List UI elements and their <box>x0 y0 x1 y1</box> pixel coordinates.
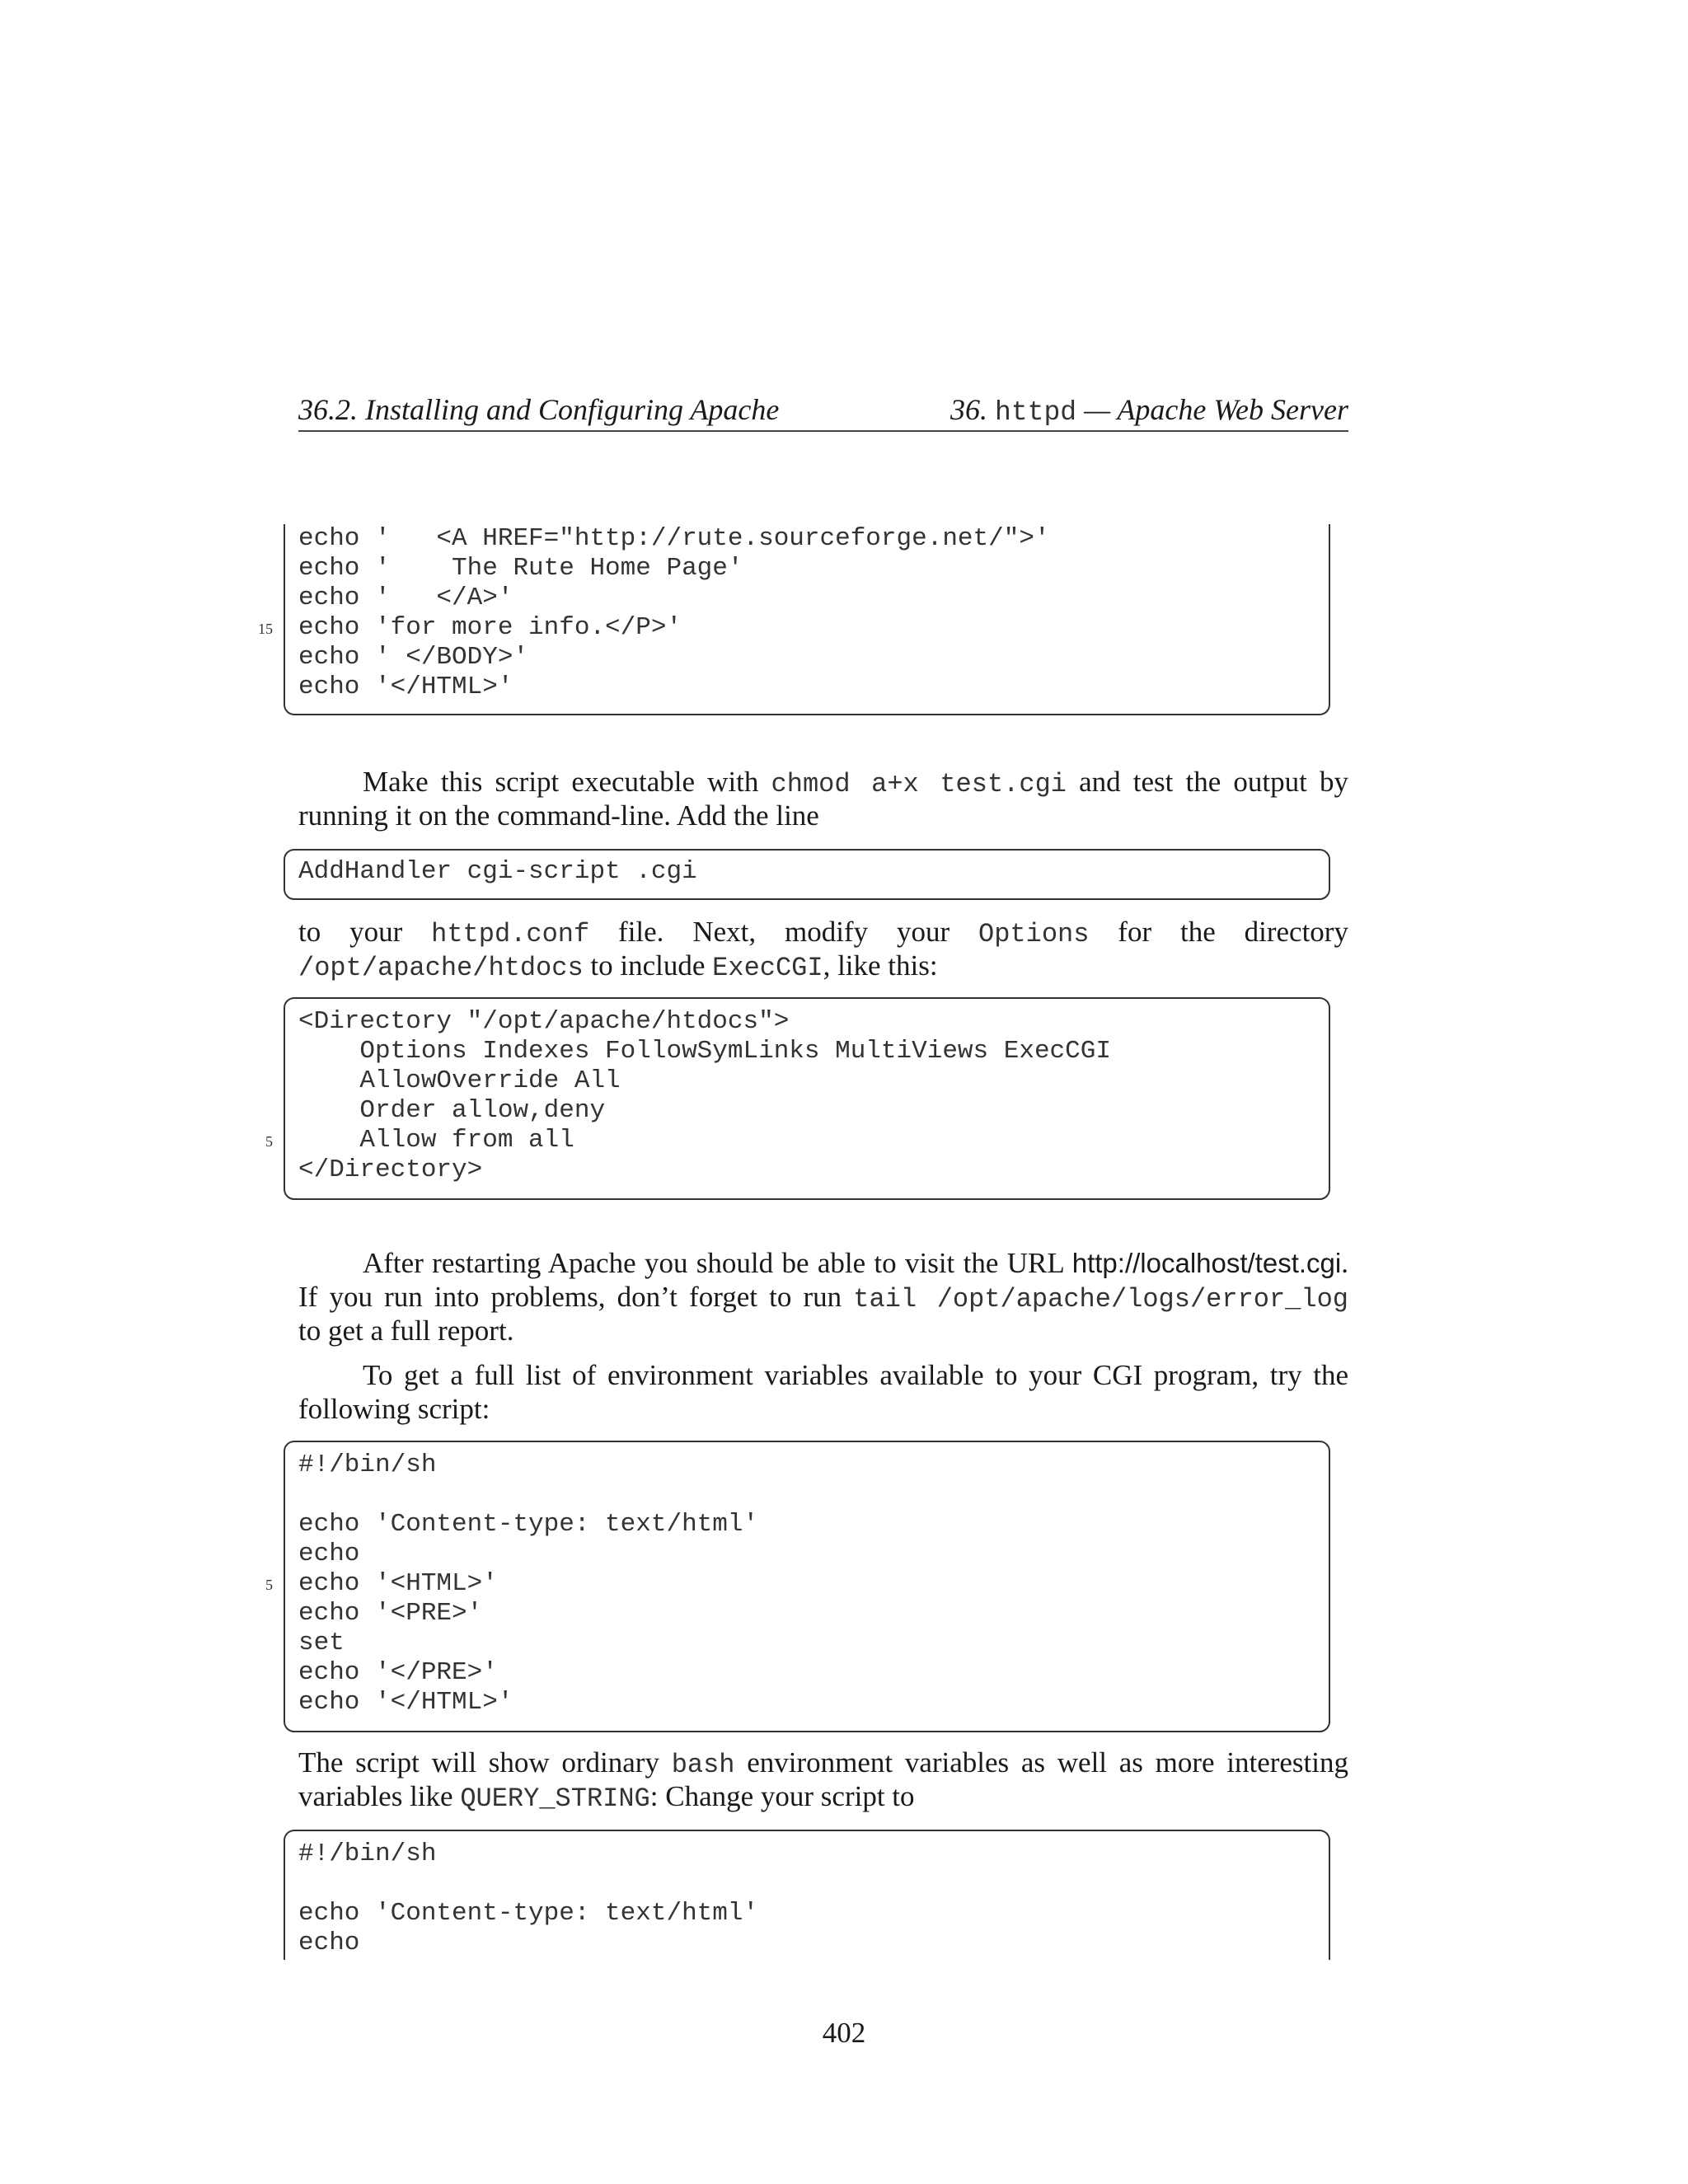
code-line: echo <box>298 1540 360 1568</box>
text: The script will show ordinary <box>298 1746 672 1779</box>
line-number: 5 <box>265 1133 273 1150</box>
text: After restarting Apache you should be able to visit the URL <box>363 1247 1072 1279</box>
code-line: </Directory> <box>298 1155 483 1184</box>
word: your <box>896 916 950 948</box>
code-line: echo '</PRE>' <box>298 1658 498 1687</box>
code-line: <Directory "/opt/apache/htdocs"> <box>298 1007 790 1036</box>
word: file. <box>618 916 664 948</box>
text: to include <box>583 949 713 982</box>
line-number: 15 <box>258 621 273 637</box>
code-listing-5 <box>284 1830 1330 1960</box>
running-header <box>298 391 1348 432</box>
code-line: AddHandler cgi-script .cgi <box>298 857 697 886</box>
text: environment variables as well as more interesting <box>734 1746 1348 1779</box>
text: : Change your script to <box>649 1780 915 1812</box>
paragraph-line <box>298 765 1348 801</box>
code-line: Order allow,deny <box>298 1096 606 1125</box>
word: to <box>298 916 321 948</box>
inline-code: chmod a+x test.cgi <box>771 769 1067 799</box>
code-line: AllowOverride All <box>298 1066 621 1095</box>
inline-code: Options <box>978 919 1090 949</box>
page-number: 402 <box>822 2017 866 2049</box>
paragraph-line <box>298 1246 1348 1280</box>
url-link[interactable]: http://localhost/test.cgi <box>1071 1248 1342 1278</box>
inline-code: /opt/apache/htdocs <box>298 953 584 983</box>
word: your <box>349 916 403 948</box>
paragraph-line <box>298 1779 1348 1816</box>
code-line: echo '</HTML>' <box>298 673 513 701</box>
paragraph-line: following script: <box>298 1393 490 1425</box>
header-section-title: 36.2. Installing and Configuring Apache <box>298 393 780 426</box>
code-line: echo '<HTML>' <box>298 1569 498 1598</box>
code-line: Allow from all <box>298 1126 574 1155</box>
paragraph-line: to get a full report. <box>298 1315 514 1347</box>
code-line: echo ' </A>' <box>298 583 513 612</box>
code-line: echo ' </BODY>' <box>298 643 529 672</box>
header-chapter-code: httpd <box>995 397 1077 428</box>
line-number: 5 <box>265 1577 273 1593</box>
code-line: echo ' The Rute Home Page' <box>298 554 743 583</box>
word: directory <box>1244 916 1348 948</box>
paragraph-line <box>298 949 1348 985</box>
paragraph-line: running it on the command-line. Add the line <box>298 799 819 832</box>
text: , like this: <box>823 949 938 982</box>
paragraph-line <box>298 1746 1348 1782</box>
paragraph-line <box>298 915 1348 951</box>
inline-code: bash <box>671 1750 735 1780</box>
code-line: echo 'for more info.</P>' <box>298 613 682 642</box>
word: the <box>1179 916 1216 948</box>
text: and test the output by <box>1066 766 1349 798</box>
code-line: Options Indexes FollowSymLinks MultiViews ExecCGI <box>298 1037 1111 1066</box>
code-line: echo 'Content-type: text/html' <box>298 1899 759 1928</box>
code-line: echo <box>298 1929 360 1957</box>
code-line: #!/bin/sh <box>298 1451 437 1479</box>
inline-code: QUERY_STRING <box>460 1783 650 1814</box>
code-line: #!/bin/sh <box>298 1840 437 1868</box>
code-line: echo 'Content-type: text/html' <box>298 1510 759 1539</box>
text: If you run into problems, don’t forget to run <box>298 1281 854 1313</box>
header-chapter-suffix: — Apache Web Server <box>1076 393 1348 426</box>
word: Next, <box>692 916 757 948</box>
text: . <box>1341 1247 1348 1279</box>
code-line: set <box>298 1629 345 1657</box>
code-line: echo '</HTML>' <box>298 1688 513 1717</box>
header-chapter-prefix: 36. <box>950 393 996 426</box>
inline-code: httpd.conf <box>431 919 590 949</box>
header-chapter-title <box>950 391 1348 432</box>
word: for <box>1118 916 1152 948</box>
text: Make this script executable with <box>363 766 771 798</box>
code-line: echo ' <A HREF="http://rute.sourceforge.net/">' <box>298 524 1050 553</box>
word: modify <box>784 916 869 948</box>
paragraph-line: To get a full list of environment variables available to your CGI program, try the <box>363 1359 1348 1391</box>
inline-code: tail /opt/apache/logs/error_log <box>853 1284 1348 1315</box>
code-line: echo '<PRE>' <box>298 1599 483 1628</box>
inline-code: ExecCGI <box>712 953 823 983</box>
text: variables like <box>298 1780 461 1812</box>
paragraph-line <box>298 1280 1348 1316</box>
